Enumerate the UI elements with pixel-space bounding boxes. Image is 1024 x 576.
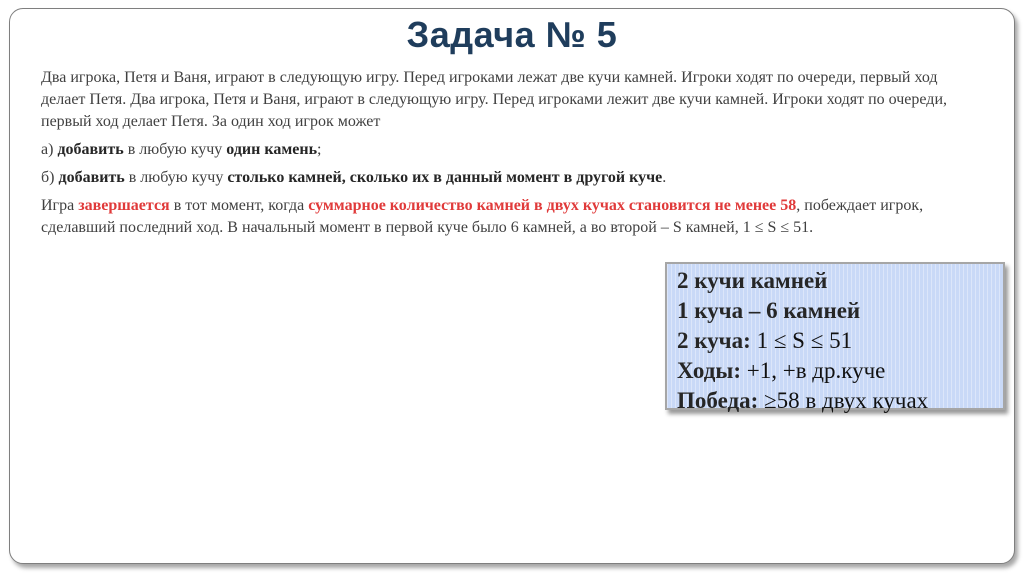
rule-a-prefix: а) xyxy=(41,141,58,158)
rule-b-middle: в любую кучу xyxy=(124,169,228,186)
rule-a-suffix: ; xyxy=(317,141,322,158)
summary-line-heaps: 2 кучи камней xyxy=(677,268,828,293)
rule-a-verb: добавить xyxy=(57,141,124,158)
problem-intro: Два игрока, Петя и Ваня, играют в следующую игру. Перед игроками лежат две кучи камней. Игроки ходят по очереди, первый ход делает Петя. Два игрока, Петя и Ваня, играют в следующую игру. Перед игроками лежит две кучи камней. Игроки ходят по очереди, первый ход делает Петя. За один ход игрок может xyxy=(41,69,947,130)
problem-text xyxy=(41,67,981,245)
rule-b-verb: добавить xyxy=(58,169,125,186)
ends-word: завершается xyxy=(78,197,170,214)
rule-b-suffix: . xyxy=(662,169,667,186)
rule-b-object: столько камней, сколько их в данный момент в другой куче xyxy=(227,169,663,186)
summary-win-label: Победа: xyxy=(677,388,759,413)
game-end-condition xyxy=(41,195,981,239)
rule-a xyxy=(41,139,981,161)
summary-line-heap2 xyxy=(677,326,1003,356)
ending-part3: , побеждает игрок, сделавший последний ход. В начальный момент в первой куче было 6 камней, а во второй – S камней, 1 ≤ S ≤ 51. xyxy=(41,197,924,236)
ending-part2: в тот момент, когда xyxy=(169,197,309,214)
summary-line-heap1: 1 куча – 6 камней xyxy=(677,298,861,323)
summary-moves-label: Ходы: xyxy=(677,358,741,383)
summary-line-moves xyxy=(677,356,1003,386)
slide-title: Задача № 5 xyxy=(406,14,618,55)
summary-line-win xyxy=(677,386,1003,416)
rule-b xyxy=(41,167,981,189)
summary-moves-value: +1, +в др.куче xyxy=(741,358,886,383)
end-condition: суммарное количество камней в двух кучах становится не менее 58 xyxy=(308,197,797,214)
summary-heap2-value: 1 ≤ S ≤ 51 xyxy=(750,328,853,353)
summary-heap2-label: 2 куча: xyxy=(677,328,751,353)
rule-b-prefix: б) xyxy=(41,169,59,186)
rule-a-object: один камень xyxy=(226,141,318,158)
rule-a-middle: в любую кучу xyxy=(123,141,227,158)
summary-box xyxy=(665,262,1005,413)
ending-part1: Игра xyxy=(41,197,79,214)
summary-win-value: ≥58 в двух кучах xyxy=(758,388,929,413)
